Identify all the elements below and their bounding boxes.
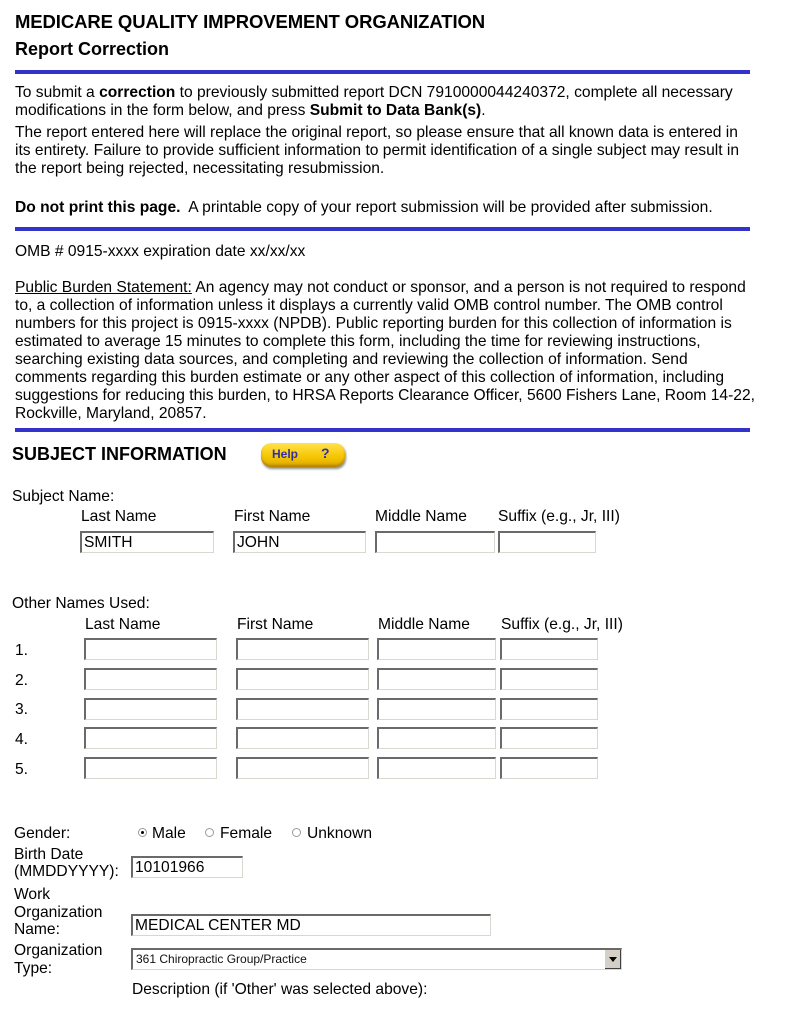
other-first-name-input[interactable] (236, 698, 369, 720)
org-type-select[interactable] (131, 948, 622, 970)
org-type-selected: 361 Chiropractic Group/Practice (136, 952, 307, 966)
replace-notice: The report entered here will replace the original report, so please ensure that all known data is entered in its entirety. Failure to provide sufficient information to permit identification of a single subject may result in the report being rejected, necessitating resubmission. (15, 124, 740, 177)
other-last-name-input[interactable] (84, 757, 217, 779)
divider (15, 428, 750, 432)
other-first-name-input[interactable] (236, 668, 369, 690)
help-button[interactable] (261, 443, 345, 467)
org-type-label: Organization (14, 942, 103, 959)
divider (15, 70, 750, 74)
correction-emphasis: correction (99, 84, 176, 101)
col-suffix: Suffix (e.g., Jr, III) (501, 616, 623, 633)
other-suffix-input[interactable] (500, 698, 598, 720)
dropdown-arrow-icon[interactable] (604, 950, 621, 969)
gender-male-radio[interactable] (138, 828, 147, 837)
col-last-name: Last Name (85, 616, 161, 633)
gender-female-label[interactable]: Female (220, 825, 272, 842)
intro-paragraph: To submit a correction to previously submitted report DCN 7910000044240372, complete all necessary modifications in the form below, and press Submit to Data Bank(s). (15, 84, 733, 119)
submit-emphasis: Submit to Data Bank(s) (309, 102, 482, 119)
birth-date-input[interactable] (131, 856, 243, 878)
omb-line: OMB # 0915-xxxx expiration date xx/xx/xx (15, 243, 306, 260)
gender-unknown-radio[interactable] (292, 828, 301, 837)
col-middle-name: Middle Name (375, 508, 467, 525)
other-middle-name-input[interactable] (377, 757, 496, 779)
last-name-input[interactable] (80, 531, 214, 553)
other-last-name-input[interactable] (84, 727, 217, 749)
birth-date-label: Birth Date (14, 846, 84, 863)
first-name-input[interactable] (233, 531, 366, 553)
work-org-label-3: Name: (14, 921, 60, 938)
other-first-name-input[interactable] (236, 727, 369, 749)
row-number: 1. (15, 642, 29, 659)
other-suffix-input[interactable] (500, 727, 598, 749)
other-middle-name-input[interactable] (377, 668, 496, 690)
row-number: 3. (15, 701, 29, 718)
other-last-name-input[interactable] (84, 668, 217, 690)
gender-label: Gender: (14, 825, 71, 842)
help-label: Help (272, 447, 299, 461)
burden-label: Public Burden Statement: (15, 279, 192, 296)
col-last-name: Last Name (81, 508, 157, 525)
other-last-name-input[interactable] (84, 638, 217, 660)
org-type-label-2: Type: (14, 960, 53, 977)
other-suffix-input[interactable] (500, 757, 598, 779)
other-first-name-input[interactable] (236, 638, 369, 660)
work-org-label-2: Organization (14, 904, 103, 921)
section-title: SUBJECT INFORMATION (12, 444, 227, 464)
description-label: Description (if 'Other' was selected above): (132, 981, 428, 998)
subject-name-label: Subject Name: (12, 488, 115, 505)
other-middle-name-input[interactable] (377, 638, 496, 660)
other-suffix-input[interactable] (500, 668, 598, 690)
other-names-label: Other Names Used: (12, 595, 150, 612)
other-last-name-input[interactable] (84, 698, 217, 720)
work-org-name-input[interactable] (131, 914, 491, 936)
work-org-label: Work (14, 886, 51, 903)
col-first-name: First Name (234, 508, 311, 525)
gender-unknown-label[interactable]: Unknown (307, 825, 373, 842)
other-middle-name-input[interactable] (377, 698, 496, 720)
other-first-name-input[interactable] (236, 757, 369, 779)
suffix-input[interactable] (498, 531, 596, 553)
col-first-name: First Name (237, 616, 314, 633)
row-number: 4. (15, 731, 29, 748)
page-title: MEDICARE QUALITY IMPROVEMENT ORGANIZATION (15, 11, 486, 32)
divider (15, 227, 750, 231)
col-suffix: Suffix (e.g., Jr, III) (498, 508, 620, 525)
page-subtitle: Report Correction (15, 39, 170, 59)
birth-date-format: (MMDDYYYY): (14, 863, 119, 880)
other-suffix-input[interactable] (500, 638, 598, 660)
gender-female-radio[interactable] (205, 828, 214, 837)
col-middle-name: Middle Name (378, 616, 470, 633)
print-notice: Do not print this page. A printable copy of your report submission will be provided after submission. (15, 199, 713, 216)
row-number: 5. (15, 761, 29, 778)
gender-male-label[interactable]: Male (152, 825, 186, 842)
question-icon: ? (321, 445, 330, 461)
other-middle-name-input[interactable] (377, 727, 496, 749)
middle-name-input[interactable] (375, 531, 495, 553)
public-burden-statement: Public Burden Statement: An agency may not conduct or sponsor, and a person is not required to respond to, a collection of information unless it displays a currently valid OMB control number. The OMB control numbers for this project is 0915-xxxx (NPDB). Public reporting burden for this collection of information is estimated to average 15 minutes to complete this form, including the time for reviewing instructions, searching existing data sources, and completing and reviewing the collection of information. Send comments regarding this burden estimate or any other aspect of this collection of information, including suggestions for reducing this burden, to HRSA Reports Clearance Officer, 5600 Fishers Lane, Room 14-22, Rockville, Maryland, 20857. (15, 279, 755, 422)
row-number: 2. (15, 672, 29, 689)
